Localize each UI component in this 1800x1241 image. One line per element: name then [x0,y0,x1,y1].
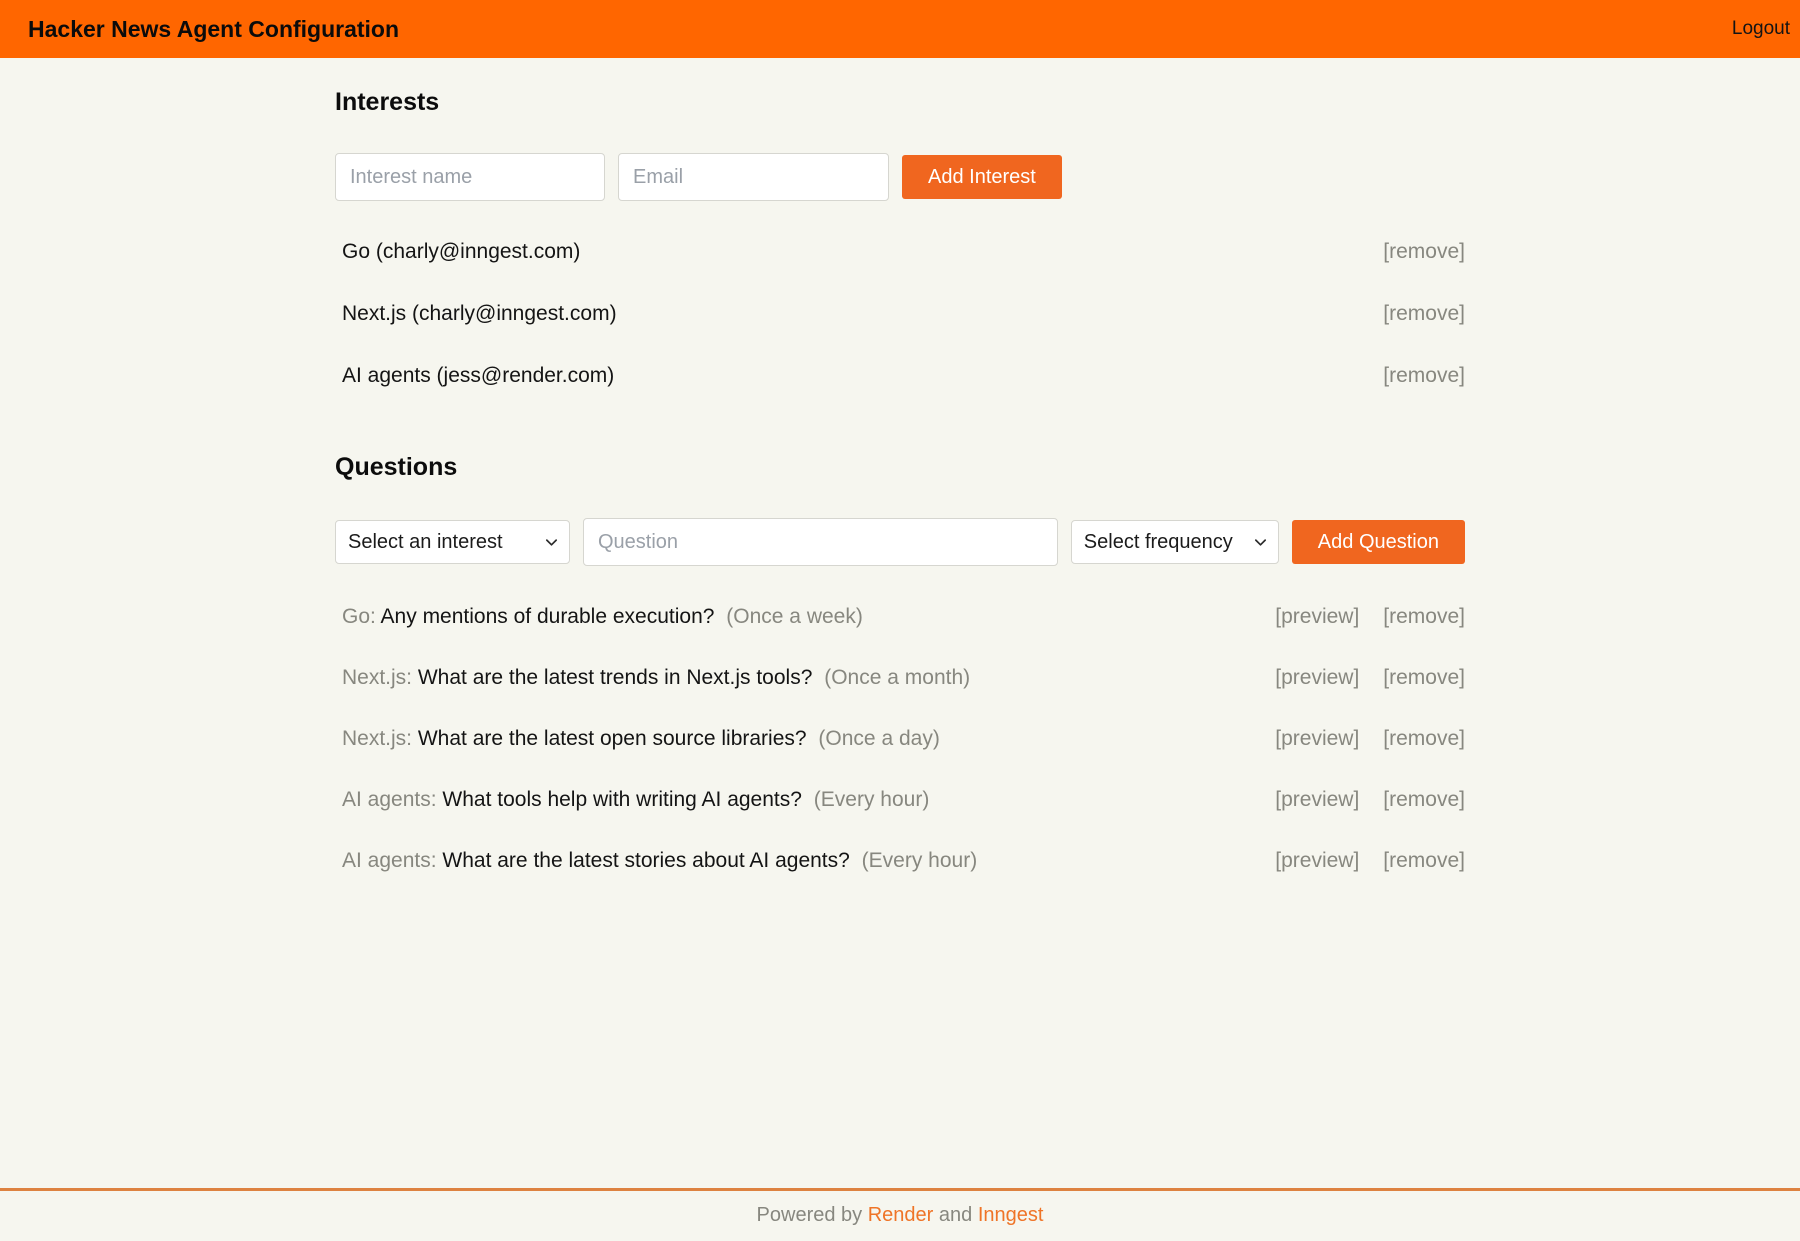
question-interest-prefix: Go: [342,604,376,628]
preview-question-link[interactable]: [preview] [1275,848,1360,872]
question-interest-prefix: Next.js: [342,726,413,750]
preview-question-link[interactable]: [preview] [1275,604,1360,628]
header [0,0,1800,58]
question-interest-prefix: AI agents: [342,848,437,872]
question-text: What are the latest stories about AI agents? [442,848,850,872]
add-question-button[interactable]: Add Question [1292,520,1465,564]
interest-label: Go (charly@inngest.com) [342,240,581,263]
remove-question-link[interactable]: [remove] [1383,726,1465,750]
question-frequency: (Once a week) [726,604,863,628]
inngest-link[interactable]: Inngest [977,1204,1044,1226]
preview-question-link[interactable]: [preview] [1275,665,1360,689]
render-link[interactable]: Render [867,1204,934,1226]
remove-interest-link[interactable]: [remove] [1383,240,1465,263]
question-text: Any mentions of durable execution? [380,604,715,628]
question-text: What tools help with writing AI agents? [442,787,802,811]
and-text: and [938,1204,973,1226]
powered-by-text: Powered by [756,1204,863,1226]
preview-question-link[interactable]: [preview] [1275,787,1360,811]
interest-select-wrap [335,520,570,564]
question-row [335,647,1465,708]
question-text: What are the latest open source libraries? [417,726,807,750]
page-title: Hacker News Agent Configuration [28,15,400,42]
add-interest-button[interactable]: Add Interest [902,155,1062,199]
question-frequency: (Once a day) [818,726,940,750]
footer [0,1188,1800,1241]
add-interest-form [335,153,1465,201]
question-row [335,586,1465,647]
interests-section [335,88,1465,407]
interest-label: AI agents (jess@render.com) [342,364,615,387]
question-frequency: (Once a month) [824,665,971,689]
preview-question-link[interactable]: [preview] [1275,726,1360,750]
main-content [335,58,1465,1188]
interests-heading: Interests [335,88,440,116]
question-row [335,769,1465,830]
interests-list [335,221,1465,407]
question-interest-prefix: Next.js: [342,665,413,689]
logout-link[interactable]: Logout [1731,18,1790,39]
interest-select[interactable] [335,520,570,564]
question-interest-prefix: AI agents: [342,787,437,811]
question-frequency: (Every hour) [813,787,930,811]
interest-label: Next.js (charly@inngest.com) [342,302,617,325]
interest-row [335,345,1465,407]
remove-question-link[interactable]: [remove] [1383,787,1465,811]
question-row [335,708,1465,769]
interest-name-input[interactable] [335,153,605,201]
add-question-form [335,518,1465,566]
question-text: What are the latest trends in Next.js tools? [417,665,813,689]
remove-interest-link[interactable]: [remove] [1383,302,1465,325]
interest-row [335,221,1465,283]
frequency-select-wrap [1071,520,1279,564]
frequency-select[interactable] [1071,520,1279,564]
remove-interest-link[interactable]: [remove] [1383,364,1465,387]
interest-email-input[interactable] [618,153,889,201]
interest-row [335,283,1465,345]
question-frequency: (Every hour) [861,848,978,872]
question-row [335,830,1465,891]
questions-heading: Questions [335,453,458,481]
remove-question-link[interactable]: [remove] [1383,848,1465,872]
remove-question-link[interactable]: [remove] [1383,665,1465,689]
remove-question-link[interactable]: [remove] [1383,604,1465,628]
question-input[interactable] [583,518,1058,566]
questions-list [335,586,1465,891]
questions-section [335,453,1465,891]
